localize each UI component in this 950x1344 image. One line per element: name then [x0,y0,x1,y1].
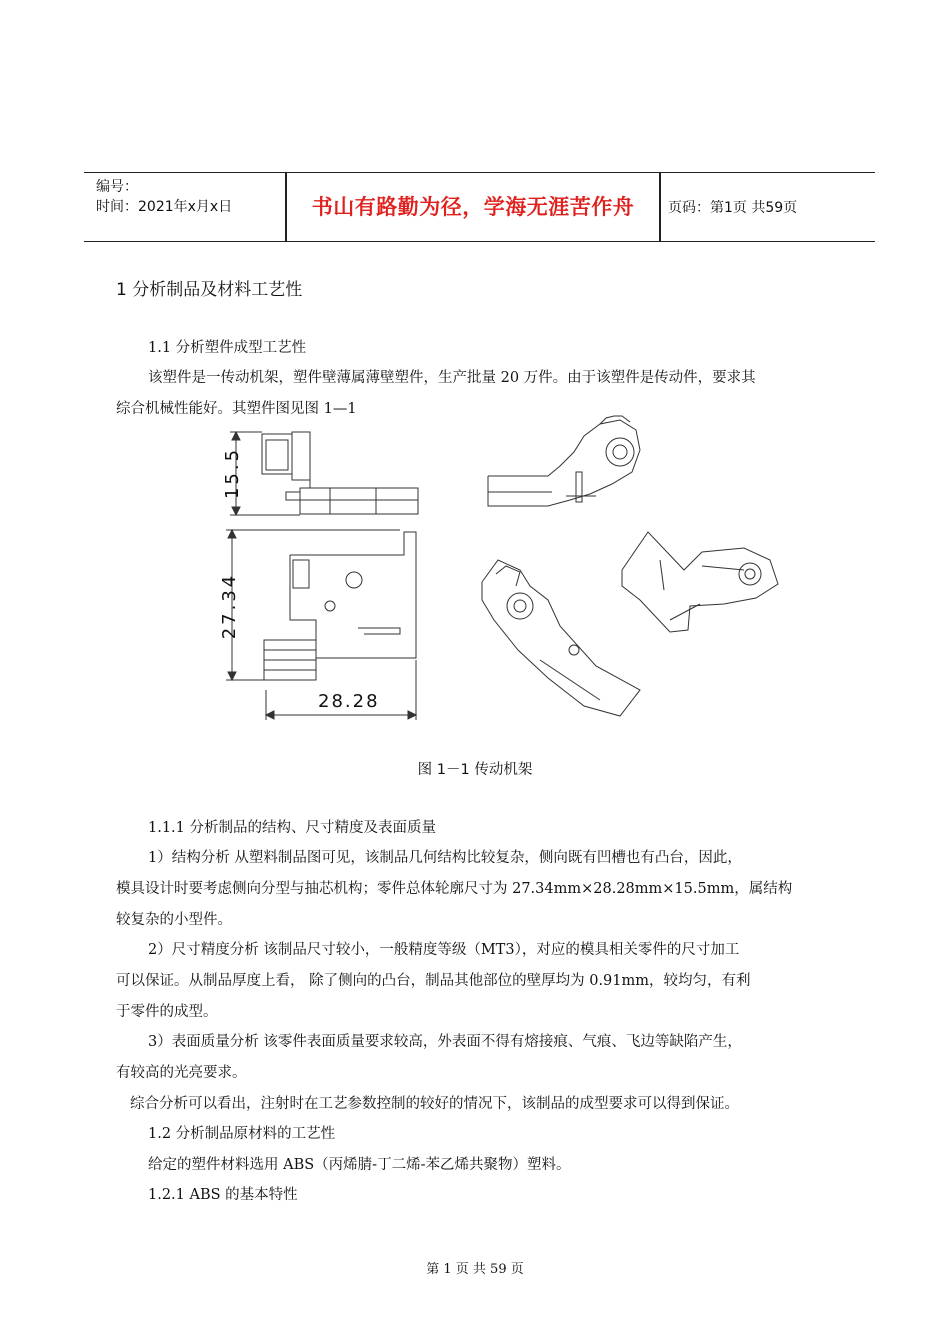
side-view-drawing [230,432,418,515]
paragraph-line: 有较高的光亮要求。 [116,1065,247,1081]
paragraph-line: 2）尺寸精度分析 该制品尺寸较小，一般精度等级（MT3），对应的模具相关零件的尺寸加工 [148,942,740,958]
number-label: 编号： [96,179,138,195]
subsection-title: 1.2.1 ABS 的基本特性 [148,1187,298,1203]
paragraph-line: 于零件的成型。 [116,1004,218,1020]
dimension-depth-label: 27.34 [219,572,240,640]
paragraph-line: 可以保证。从制品厚度上看， 除了侧向的凸台，制品其他部位的壁厚均为 0.91mm，较均匀，有利 [116,973,751,989]
paragraph-line: 3）表面质量分析 该零件表面质量要求较高，外表面不得有熔接痕、气痕、飞边等缺陷产生， [148,1034,742,1050]
front-isometric-drawing [488,416,640,506]
figure-caption: 图 1－1 传动机架 [417,762,533,778]
paragraph-line: 综合机械性能好。其塑件图见图 1—1 [116,401,357,417]
header-page-label: 页码：第1页 共59页 [668,200,798,216]
subsection-title: 1.1 分析塑件成型工艺性 [148,340,307,356]
time-label: 时间：2021年x月x日 [96,199,233,215]
right-isometric-drawing [622,532,778,632]
paragraph-line: 综合分析可以看出，注射时在工艺参数控制的较好的情况下，该制品的成型要求可以得到保证。 [130,1096,739,1112]
paragraph-line: 该塑件是一传动机架，塑件壁薄属薄壁塑件，生产批量 20 万件。由于该塑件是传动件，要求其 [148,370,756,386]
header-motto: 书山有路勤为径，学海无涯苦作舟 [311,195,635,219]
paragraph-line: 给定的塑件材料选用 ABS（丙烯腈-丁二烯-苯乙烯共聚物）塑料。 [148,1157,571,1173]
dimension-width-label: 28.28 [318,691,380,712]
section-title: 1 分析制品及材料工艺性 [116,280,303,300]
subsection-title: 1.1.1 分析制品的结构、尺寸精度及表面质量 [148,820,437,836]
subsection-title: 1.2 分析制品原材料的工艺性 [148,1126,336,1142]
dimension-height-label: 15.5 [222,446,243,500]
page-footer: 第 1 页 共 59 页 [426,1262,524,1277]
paragraph-line: 较复杂的小型件。 [116,912,232,928]
bottom-isometric-drawing [482,560,640,716]
paragraph-line: 1）结构分析 从塑料制品图可见，该制品几何结构比较复杂，侧向既有凹槽也有凸台，因此， [148,850,742,866]
paragraph-line: 模具设计时要考虑侧向分型与抽芯机构；零件总体轮廓尺寸为 27.34mm×28.28mm×15.5mm，属结构 [116,881,793,897]
